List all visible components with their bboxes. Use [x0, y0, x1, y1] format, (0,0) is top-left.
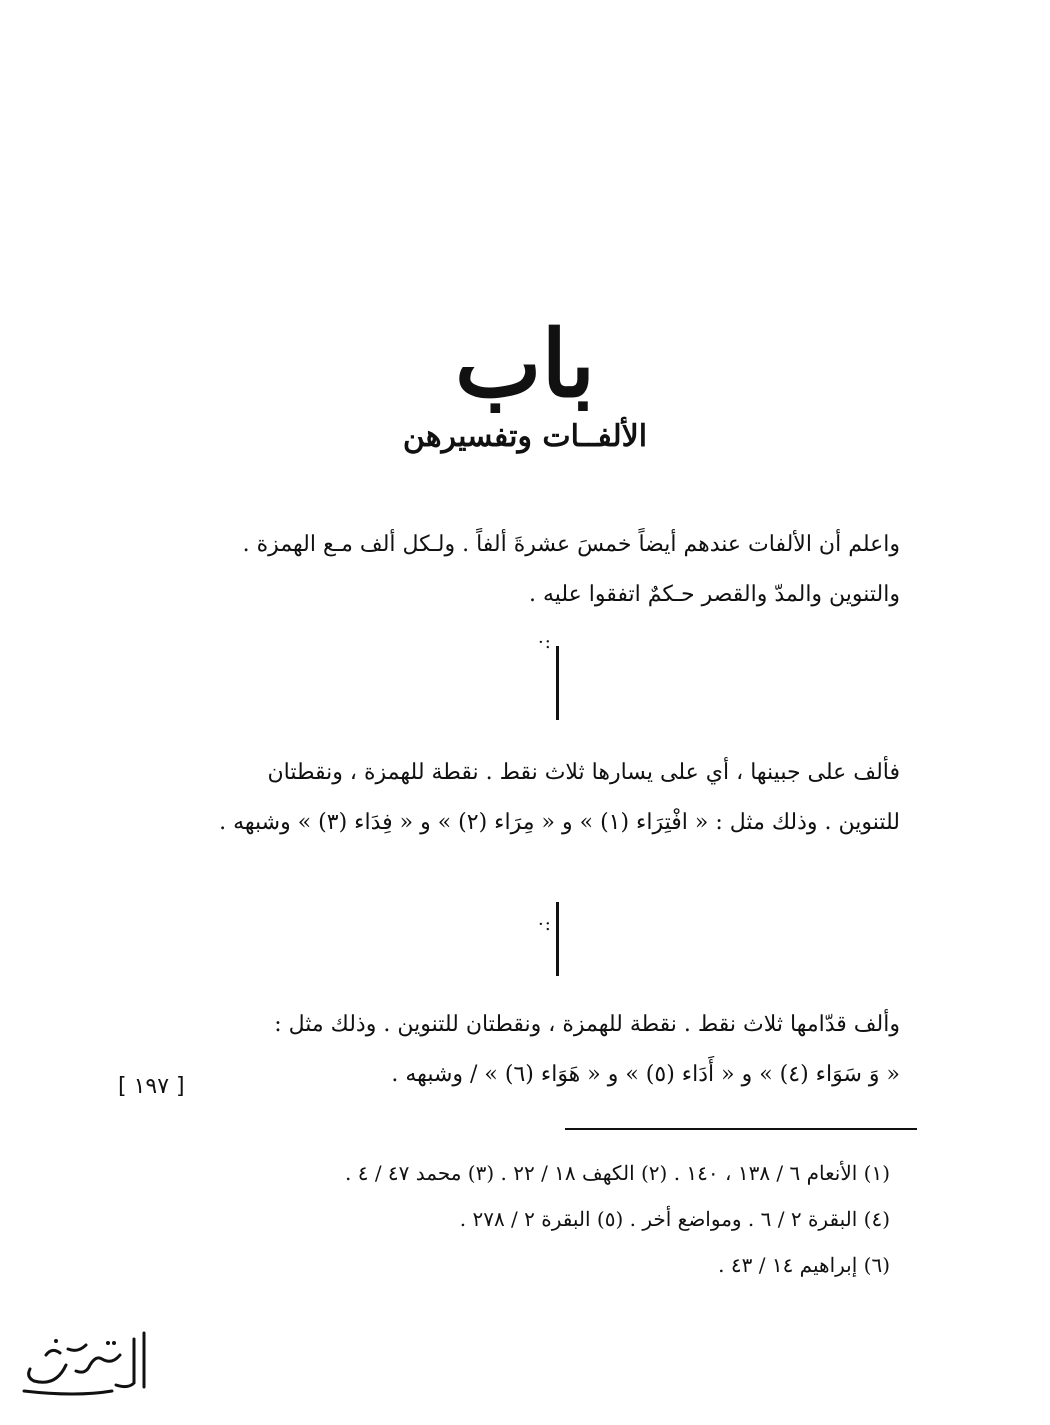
section-2-line-1: وألف قدّامها ثلاث نقط . نقطة للهمزة ، ونقطتان للتنوين . وذلك مثل :: [274, 1012, 900, 1037]
footnote-line-3: (٦) إبراهيم ١٤ / ٤٣ .: [718, 1253, 890, 1277]
alef-stem-1: [556, 646, 559, 720]
footnotes: [170, 1150, 890, 1288]
alef-dots-1: ·:: [538, 632, 552, 653]
intro-paragraph: [190, 520, 900, 620]
footnote-line-1: (١) الأنعام ٦ / ١٣٨ ، ١٤٠ . (٢) الكهف ١٨ / ٢٢ . (٣) محمد ٤٧ / ٤ .: [345, 1161, 890, 1185]
section-2-line-2: « وَ سَوَاء (٤) » و « أَدَاء (٥) » و « هَوَاء (٦) » / وشبهه .: [391, 1062, 900, 1087]
chapter-subheading: الألفــات وتفسيرهن: [402, 419, 648, 454]
section-1-line-2: للتنوين . وذلك مثل : « افْتِرَاء (١) » و « مِرَاء (٢) » و « فِدَاء (٣) » وشبهه .: [219, 810, 900, 835]
footnote-divider: [565, 1128, 917, 1130]
section-2-paragraph: [190, 1000, 900, 1100]
alef-dots-2: ·:: [538, 914, 552, 935]
footnote-line-2: (٤) البقرة ٢ / ٦ . ومواضع أخر . (٥) البقرة ٢ / ٢٧٨ .: [459, 1207, 890, 1231]
intro-line-2: والتنوين والمدّ والقصر حـكمٌ اتفقوا عليه .: [528, 582, 900, 607]
intro-line-1: واعلم أن الألفات عندهم أيضاً خمسَ عشرةَ ألفاً . ولـكل ألف مـع الهمزة .: [242, 532, 900, 557]
alef-stem-2: [556, 902, 559, 976]
section-1-line-1: فألف على جبينها ، أي على يسارها ثلاث نقط . نقطة للهمزة ، ونقطتان: [267, 760, 900, 785]
calligraphy-stamp-icon: [16, 1325, 156, 1405]
page-number: [ ١٩٧ ]: [118, 1074, 185, 1099]
chapter-heading: باب: [454, 310, 596, 418]
section-1-paragraph: [190, 748, 900, 848]
